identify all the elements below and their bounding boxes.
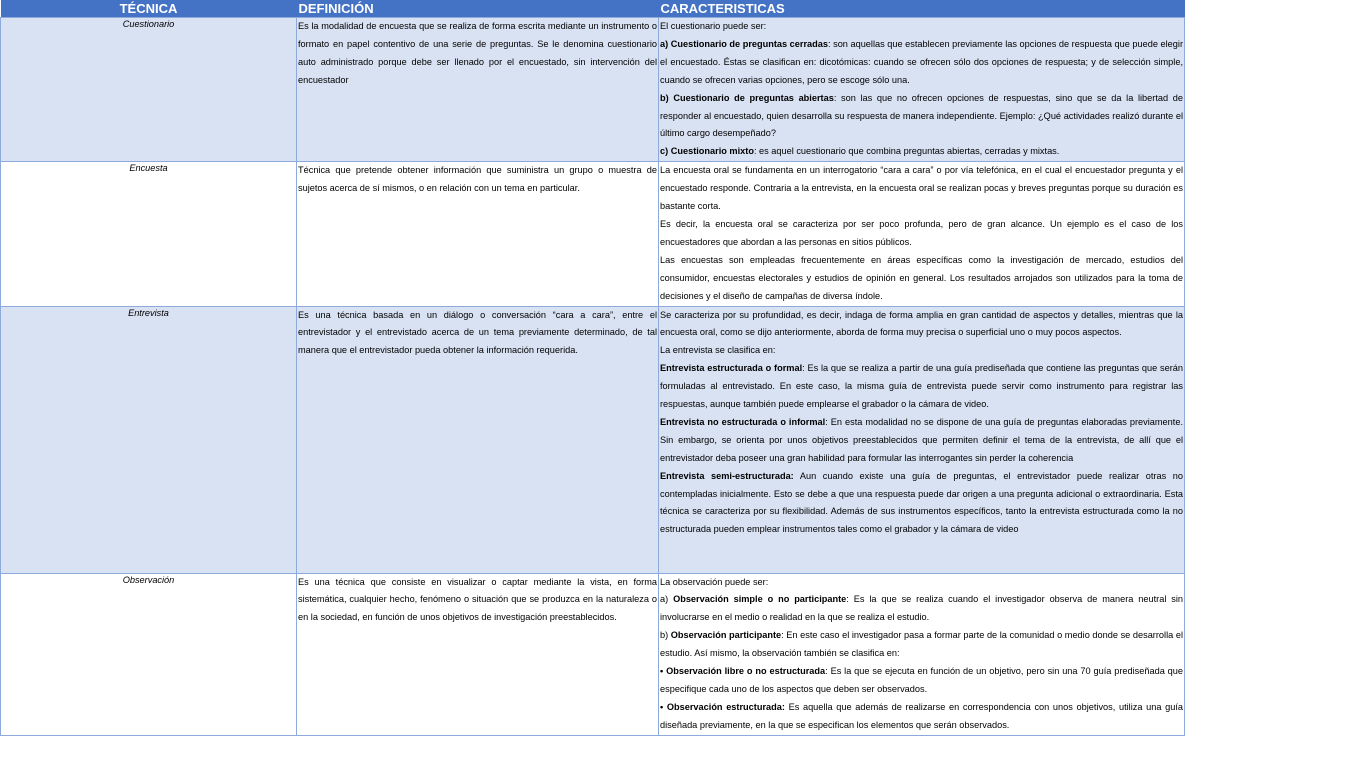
bold-term: Observación participante [670, 630, 782, 641]
table-row [1, 306, 1185, 573]
table-row [1, 573, 1185, 735]
header-caracteristicas[interactable]: CARACTERISTICAS [659, 0, 1185, 18]
characteristic-paragraph [660, 252, 1183, 306]
paragraph-text: : son aquellas que establecen previamente las opciones de respuesta que puede elegir el encuestado. Éstas se clasifican en: dicotómicas: cuando se ofrecen sólo dos opciones de respuesta; y de selección simple, cuando se ofrecen varias opciones, pero se escoge sólo una. [660, 38, 1184, 85]
characteristic-paragraph [660, 36, 1183, 90]
bold-term: c) Cuestionario mixto [660, 146, 754, 157]
bold-term: a) Cuestionario de preguntas cerradas [660, 38, 828, 49]
cell-caracteristicas[interactable] [659, 306, 1185, 573]
paragraph-text: : Es la que se realiza cuando el investigador observa de manera neutral sin involucrarse en el medio o realidad en la que se realiza el estudio. [660, 594, 1184, 623]
header-tecnica[interactable]: TÉCNICA [1, 0, 297, 18]
characteristic-paragraph [660, 699, 1183, 735]
characteristic-paragraph [660, 90, 1183, 144]
cell-caracteristicas[interactable] [659, 18, 1185, 162]
cell-tecnica[interactable]: Encuesta [1, 162, 297, 306]
paragraph-text: : En esta modalidad no se dispone de una guía de preguntas elaboradas previamente. Sin embargo, se orienta por unos objetivos preestablecidos que permiten definir el tema de la entrevista, de allí que el entrevistador deba poseer una gran habilidad para formular las interrogantes sin perder la coherencia [660, 416, 1183, 463]
cell-definicion[interactable]: Es la modalidad de encuesta que se realiza de forma escrita mediante un instrumento o formato en papel contentivo de una serie de preguntas. Se le denomina cuestionario auto administrado porque debe ser llenado por el encuestado, sin intervención del encuestador [297, 18, 659, 162]
characteristic-paragraph [660, 627, 1183, 663]
bold-term: b) Cuestionario de preguntas abiertas [660, 92, 834, 103]
paragraph-text: El cuestionario puede ser: [660, 21, 767, 31]
characteristic-paragraph [660, 468, 1183, 540]
paragraph-prefix: a) [660, 594, 674, 605]
paragraph-text: : Es la que se realiza a partir de una guía prediseñada que contiene las preguntas que serán formuladas al entrevistado. En este caso, la misma guía de entrevista puede servir como instrumento para registrar las respuestas, aunque también puede emplearse el grabador o la cámara de video. [660, 363, 1183, 410]
paragraph-text: Es aquella que además de realizarse en correspondencia con unos objetivos, utiliza una guía diseñada previamente, en la que se especifican los elementos que serán observados. [660, 701, 1183, 730]
paragraph-text: Es decir, la encuesta oral se caracteriza por ser poco profunda, pero de gran alcance. Un ejemplo es el caso de los encuestadores que abordan a las personas en sitios públicos. [660, 218, 1183, 247]
cell-tecnica[interactable]: Entrevista [1, 306, 297, 573]
characteristic-paragraph [660, 162, 1183, 216]
bold-term: Observación simple o no participante [673, 594, 847, 605]
characteristic-paragraph [660, 18, 1183, 36]
paragraph-text: Aun cuando existe una guía de preguntas, el entrevistador puede realizar otras no contempladas inicialmente. Esto se debe a que una respuesta puede dar origen a una pregunta adicional o extraordinaria. Esta técnica se caracteriza por su flexibilidad. Además de sus instrumentos específicos, tanto la entrevista estructurada como la no estructurada pueden emplear instrumentos tales como el grabador y la cámara de video [660, 470, 1183, 535]
characteristic-paragraph [660, 360, 1183, 414]
header-definicion[interactable]: DEFINICIÓN [297, 0, 659, 18]
characteristic-paragraph [660, 342, 1183, 360]
paragraph-text: Las encuestas son empleadas frecuentemente en áreas específicas como la investigación de mercado, estudios del consumidor, encuestas electorales y estudios de opinión en general. Los resultados arrojados son utilizados para la toma de decisiones y el diseño de campañas de diversa índole. [660, 254, 1183, 301]
cell-definicion[interactable]: Es una técnica que consiste en visualizar o captar mediante la vista, en forma sistemática, cualquier hecho, fenómeno o situación que se produzca en la naturaleza o en la sociedad, en función de unos objetivos de investigación preestablecidos. [297, 573, 659, 735]
characteristic-paragraph [660, 307, 1183, 343]
header-row [1, 0, 1185, 18]
bold-term: • Observación libre o no estructurada [660, 666, 826, 677]
characteristic-paragraph [660, 414, 1183, 468]
bold-term: Entrevista semi-estructurada: [660, 470, 794, 481]
characteristic-paragraph [660, 591, 1183, 627]
characteristic-paragraph [660, 143, 1183, 161]
table-row [1, 18, 1185, 162]
paragraph-text: : Es la que se ejecuta en función de un objetivo, pero sin una 70 guía prediseñada que especifique cada uno de los aspectos que deben ser observados. [660, 666, 1184, 694]
bold-term: Entrevista no estructurada o informal [660, 416, 826, 427]
paragraph-text: Se caracteriza por su profundidad, es decir, indaga de forma amplia en gran cantidad de aspectos y detalles, mientras que la encuesta oral, como se dijo anteriormente, aborda de forma muy precisa o superficial uno o muy pocos aspectos. [660, 309, 1183, 338]
cell-definicion[interactable]: Es una técnica basada en un diálogo o conversación “cara a cara”, entre el entrevistador y el entrevistado acerca de un tema previamente determinado, de tal manera que el entrevistador pueda obtener la información requerida. [297, 306, 659, 573]
cell-caracteristicas[interactable] [659, 573, 1185, 735]
characteristic-paragraph [660, 663, 1183, 699]
paragraph-text: La observación puede ser: [660, 576, 769, 587]
paragraph-text: La entrevista se clasifica en: [660, 345, 776, 356]
bold-term: • Observación estructurada: [660, 701, 785, 712]
paragraph-text: : En este caso el investigador pasa a formar parte de la comunidad o medio donde se desarrolla el estudio. Así mismo, la observación también se clasifica en: [660, 630, 1183, 659]
paragraph-text: La encuesta oral se fundamenta en un interrogatorio “cara a cara” o por vía telefónica, en el cual el encuestador pregunta y el encuestado responde. Contraria a la entrevista, en la encuesta oral se realizan pocas y breves preguntas porque su duración es bastante corta. [660, 165, 1183, 212]
characteristic-paragraph [660, 574, 1183, 592]
cell-definicion[interactable]: Técnica que pretende obtener información que suministra un grupo o muestra de sujetos acerca de sí mismos, o en relación con un tema en particular. [297, 162, 659, 306]
table-row [1, 162, 1185, 306]
bold-term: Entrevista estructurada o formal [660, 363, 803, 374]
cell-tecnica[interactable]: Observación [1, 573, 297, 735]
paragraph-text: : son las que no ofrecen opciones de respuestas, sino que se da la libertad de responder al encuestado, quien desarrolla su respuesta de manera independiente. Ejemplo: ¿Qué actividades realizó durante el último cargo desempeñado? [660, 92, 1183, 139]
characteristic-paragraph [660, 216, 1183, 252]
cell-tecnica[interactable]: Cuestionario [1, 18, 297, 162]
paragraph-text: : es aquel cuestionario que combina preguntas abiertas, cerradas y mixtas. [753, 146, 1060, 157]
cell-caracteristicas[interactable] [659, 162, 1185, 306]
paragraph-prefix: b) [660, 630, 671, 641]
